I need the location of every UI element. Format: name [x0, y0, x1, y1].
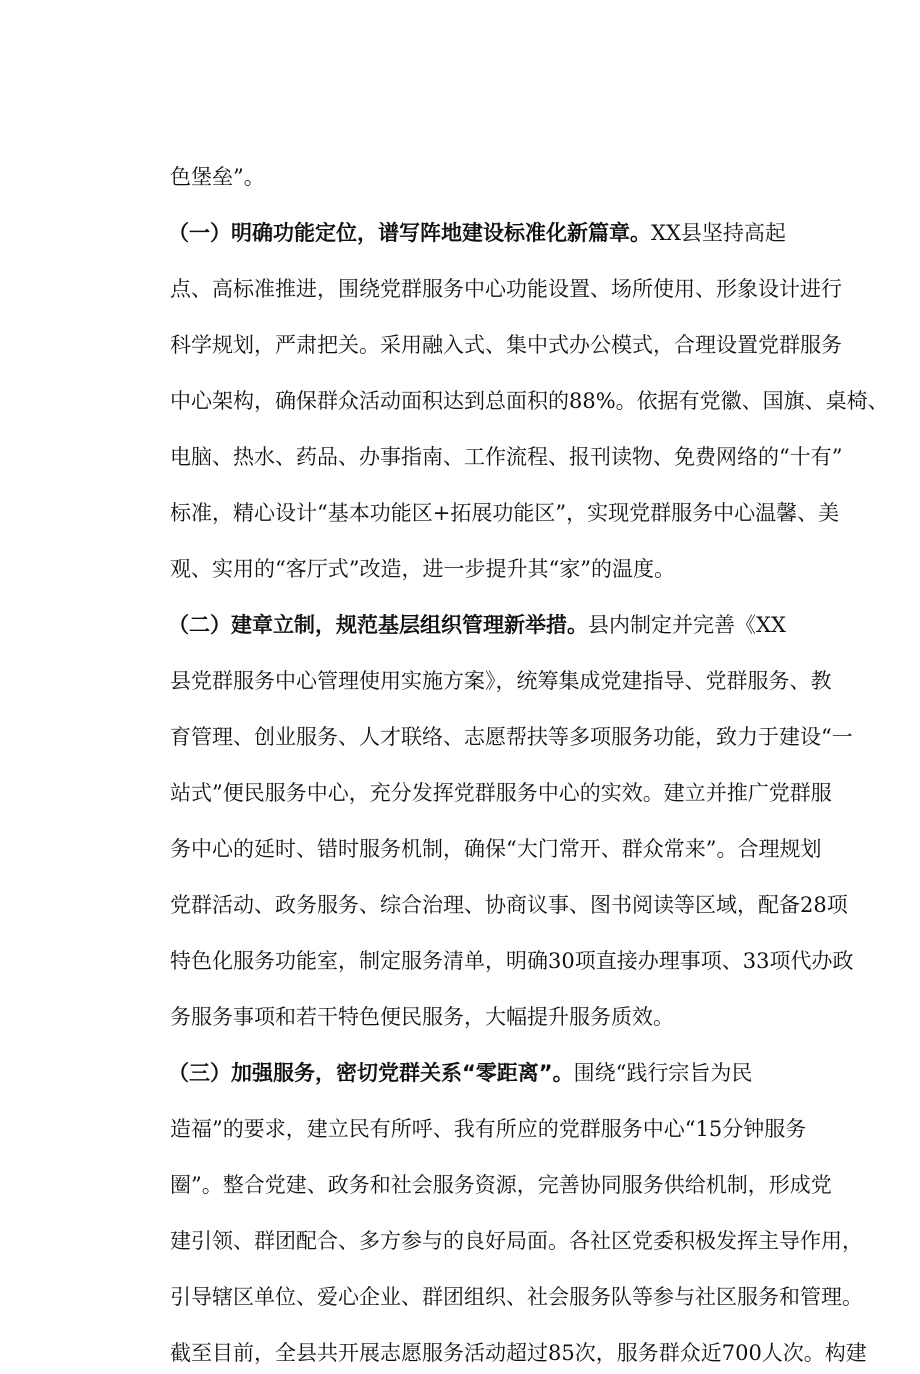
section1-line: 科学规划，严肃把关。采用融入式、集中式办公模式，合理设置党群服务 [170, 333, 842, 357]
section3-first-line-rest: 围绕“践行宗旨为民 [573, 1061, 753, 1085]
section2-line: 党群活动、政务服务、综合治理、协商议事、图书阅读等区域，配备28项 [170, 893, 848, 917]
section1-line: 点、高标准推进，围绕党群服务中心功能设置、场所使用、形象设计进行 [170, 277, 842, 301]
section2-line: 务服务事项和若干特色便民服务，大幅提升服务质效。 [170, 1005, 674, 1029]
section3-line: 建引领、群团配合、多方参与的良好局面。各社区党委积极发挥主导作用， [170, 1229, 863, 1253]
section3-heading: （三）加强服务，密切党群关系“零距离”。 [168, 1061, 574, 1085]
section3-line: 造福”的要求，建立民有所呼、我有所应的党群服务中心“15分钟服务 [170, 1117, 807, 1141]
section3-line: 截至目前，全县共开展志愿服务活动超过85次，服务群众近700人次。构建 [170, 1341, 867, 1365]
section1-line: 中心架构，确保群众活动面积达到总面积的88%。依据有党徽、国旗、桌椅、 [170, 389, 889, 413]
section3-line: 引导辖区单位、爱心企业、群团组织、社会服务队等参与社区服务和管理。 [170, 1285, 863, 1309]
section2-heading: （二）建章立制，规范基层组织管理新举措。 [168, 613, 588, 637]
section2-line: 县党群服务中心管理使用实施方案》，统筹集成党建指导、党群服务、教 [170, 669, 832, 693]
section2-first-line-rest: 县内制定并完善《XX [588, 613, 786, 637]
section3-line: 圈”。整合党建、政务和社会服务资源，完善协同服务供给机制，形成党 [170, 1173, 832, 1197]
section1-heading: （一）明确功能定位，谱写阵地建设标准化新篇章。 [168, 221, 651, 245]
section2-line: 特色化服务功能室，制定服务清单，明确30项直接办理事项、33项代办政 [170, 949, 854, 973]
section2-line: 站式”便民服务中心，充分发挥党群服务中心的实效。建立并推广党群服 [170, 781, 832, 805]
section1-first-line-rest: XX县坚持高起 [651, 221, 786, 245]
section2-line: 育管理、创业服务、人才联络、志愿帮扶等多项服务功能，致力于建设“一 [170, 725, 853, 749]
continuation-line: 色堡垒”。 [170, 165, 265, 189]
section3-first-line [168, 1052, 816, 1094]
section1-line: 电脑、热水、药品、办事指南、工作流程、报刊读物、免费网络的“十有” [170, 445, 843, 469]
section2-first-line [168, 604, 816, 646]
section2-line: 务中心的延时、错时服务机制，确保“大门常开、群众常来”。合理规划 [170, 837, 822, 861]
section1-line: 标准，精心设计“基本功能区+拓展功能区”，实现党群服务中心温馨、美 [170, 501, 840, 525]
section1-first-line [168, 212, 816, 254]
section1-line: 观、实用的“客厅式”改造，进一步提升其“家”的温度。 [170, 557, 675, 581]
